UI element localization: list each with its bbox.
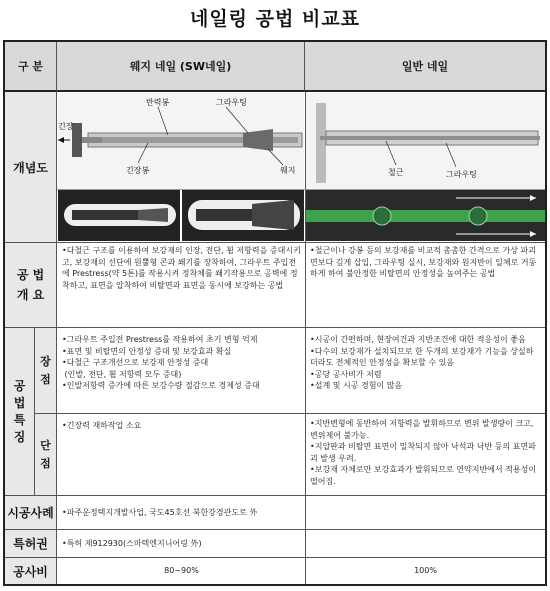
list-item: •긴장력 재하작업 소요 xyxy=(62,421,142,430)
list-item: •시공이 간편하며, 현장여건과 지반조건에 대한 적응성이 좋음 xyxy=(310,335,526,344)
page-title: 네일링 공법 비교표 xyxy=(189,8,361,30)
cases-general xyxy=(306,496,545,529)
label-wedge: 웨지 xyxy=(280,166,296,175)
label-rebar: 철근 xyxy=(388,168,404,177)
general-nail-diagram xyxy=(306,93,545,189)
cons-general-list xyxy=(306,414,545,495)
pros-general-list xyxy=(306,328,545,413)
row-label-patent: 특허권 xyxy=(5,530,57,557)
list-item: •다수의 보강재가 설치되므로 한 두개의 보강재가 기능을 상실하더라도 전체적인 안정성을 확보할 수 있음 xyxy=(310,346,534,367)
list-item: •표면 및 비탈면의 안정성 증대 및 보강효과 확실 xyxy=(62,346,232,356)
row-label-cost: 공사비 xyxy=(5,558,57,584)
pros-wedge-list xyxy=(58,328,305,413)
label-tension: 긴장 xyxy=(58,122,74,131)
list-item: •공당 공사비가 저렴 xyxy=(310,369,382,379)
label-grouting-general: 그라우팅 xyxy=(446,170,477,179)
label-grouting: 그라우팅 xyxy=(216,98,247,107)
list-item: •설계 및 시공 경험이 많음 xyxy=(310,381,403,390)
row-label-cons: 단 점 xyxy=(35,414,57,495)
label-tension-rod: 긴장봉 xyxy=(126,166,150,175)
wedge-nail-diagram xyxy=(58,93,304,189)
cost-wedge: 80~90% xyxy=(164,566,199,576)
header-category: 구 분 xyxy=(5,42,57,92)
cases-wedge: •파주운정택지개발사업, 국도45호선 북한강경관도로 外 xyxy=(62,507,258,517)
list-item: •그라우트 주입전 Prestress를 작용하여 초기 변형 억제 xyxy=(62,335,258,344)
comparison-table xyxy=(3,40,547,586)
row-label-concept: 개념도 xyxy=(5,92,57,242)
row-label-pros: 장 점 xyxy=(35,328,57,413)
row-label-overview: 공 법 개 요 xyxy=(5,243,57,327)
row-label-features: 공 법 특 징 xyxy=(5,328,35,495)
cons-wedge-list xyxy=(58,414,305,495)
general-photo xyxy=(306,190,545,241)
header-wedge-nail: 웨지 네일 (SW네일) xyxy=(57,42,305,92)
header-general-nail: 일반 네일 xyxy=(305,42,545,92)
wedge-photo-before xyxy=(58,190,180,241)
overview-general: •철근이나 강봉 등의 보강재를 비교적 촘촘한 간격으로 가상 파괴면보다 깊게 삽입, 그라우팅 실시, 보강재와 원지반이 일체로 거동하게 하여 불안정한 비탈면의 안정성을 높여주는 공법 xyxy=(310,246,537,278)
wedge-photo-after xyxy=(182,190,304,241)
list-item: •인발저항력 증가에 따른 보강수량 절감으로 경제성 증대 xyxy=(62,381,260,390)
row-label-cases: 시공사례 xyxy=(5,496,57,529)
patent-general xyxy=(306,530,545,557)
list-item: •지압판과 비탈면 표면이 밀착되지 않아 낙석과 낙반 등의 표면파괴 발생 우려. xyxy=(310,442,536,463)
list-item: •지반변형에 동반하여 저항력을 발휘하므로 변위 발생량이 크고, 변위제어 불가능. xyxy=(310,419,534,440)
cost-general: 100% xyxy=(414,566,437,576)
list-item: •보강재 자체로만 보강효과가 발휘되므로 연약지반에서 적용성이 떨어짐. xyxy=(310,465,537,486)
patent-wedge: •특허 제912930(스마텍엔지니어링 外) xyxy=(62,538,202,548)
overview-wedge: •다철근 구조를 이용하여 보강재의 인장, 전단, 휨 저항력을 증대시키고, 보강재의 선단에 원뿔형 콘과 쐐기를 장착하여, 그라우트 주입전에 Prestress(약 5톤)를 작용시켜 정착체를 쐐기작용으로 공벽에 정착하고, 표면을 압착하여 비탈면과 표면을 동시에 보강하는 공법 xyxy=(62,246,301,290)
list-item: (인발, 전단, 휨 저항력 모두 증대) xyxy=(62,369,182,379)
list-item: •다철근 구조개선으로 보강재 안정성 증대 xyxy=(62,358,209,367)
label-reaction-plate: 반력봉 xyxy=(146,98,170,107)
